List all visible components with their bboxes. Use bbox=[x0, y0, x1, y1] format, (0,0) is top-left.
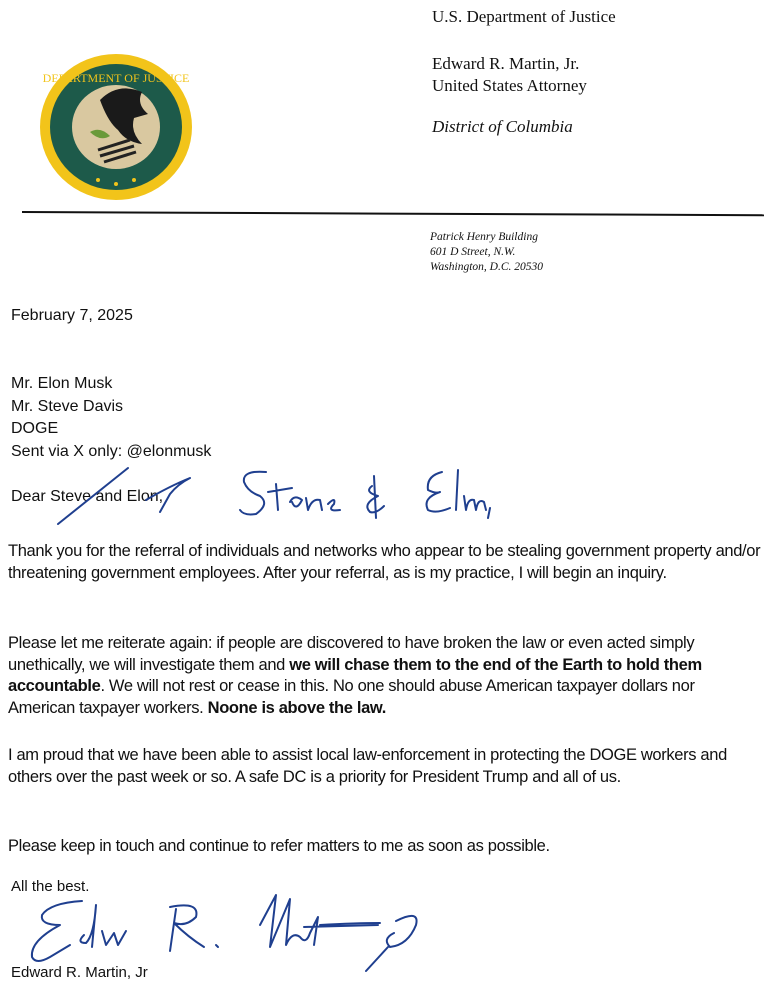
salutation-typed: Dear Steve and Elon, bbox=[11, 488, 164, 505]
closing: All the best. bbox=[11, 878, 90, 895]
doj-seal-icon bbox=[38, 52, 194, 202]
seal-text: DEPARTMENT OF JUSTICE bbox=[42, 71, 190, 85]
attorney-name: Edward R. Martin, Jr. bbox=[432, 54, 580, 73]
paragraph-referral: Thank you for the referral of individuals and networks who appear to be stealing government property and/or threatening government employees. After your referral, as is my practice, I will begin an inquiry. bbox=[8, 542, 761, 582]
recipients bbox=[11, 373, 211, 463]
address-building: Patrick Henry Building bbox=[430, 231, 538, 243]
letterhead-divider bbox=[22, 211, 764, 216]
attorney-block bbox=[432, 53, 587, 97]
office-address bbox=[430, 230, 543, 275]
department-name: U.S. Department of Justice bbox=[432, 7, 616, 26]
signatory-name: Edward R. Martin, Jr bbox=[11, 964, 148, 981]
emphasis-chase: we will chase them to the end of the Earth to hold them accountable bbox=[8, 655, 702, 695]
attorney-title: United States Attorney bbox=[432, 76, 587, 95]
strikethrough-marks bbox=[40, 466, 200, 526]
paragraph-keep-in-touch: Please keep in touch and continue to refer matters to me as soon as possible. bbox=[8, 837, 550, 855]
paragraph-text: . We will not rest or cease in this. No one should abuse American taxpayer dollars nor American taxpayer workers. bbox=[8, 677, 695, 717]
address-city: Washington, D.C. 20530 bbox=[430, 261, 543, 273]
address-street: 601 D Street, N.W. bbox=[430, 246, 516, 258]
paragraph-proud: I am proud that we have been able to assist local law-enforcement in protecting the DOGE workers and others over the past week or so. A safe DC is a priority for President Trump and all of us. bbox=[8, 746, 727, 786]
paragraph-reiterate bbox=[8, 633, 763, 719]
recipient-line: Mr. Elon Musk bbox=[11, 375, 113, 392]
recipient-line: DOGE bbox=[11, 420, 59, 437]
handwritten-salutation bbox=[236, 466, 496, 526]
district: District of Columbia bbox=[432, 117, 573, 136]
recipient-line: Sent via X only: @elonmusk bbox=[11, 442, 212, 460]
recipient-line: Mr. Steve Davis bbox=[11, 397, 124, 415]
letter-date: February 7, 2025 bbox=[11, 307, 133, 324]
paragraph-text: Please let me reiterate again: if people are discovered to have broken the law or even acted simply unethically, we will investigate them and bbox=[8, 634, 695, 674]
emphasis-noone: Noone is above the law. bbox=[207, 698, 387, 717]
